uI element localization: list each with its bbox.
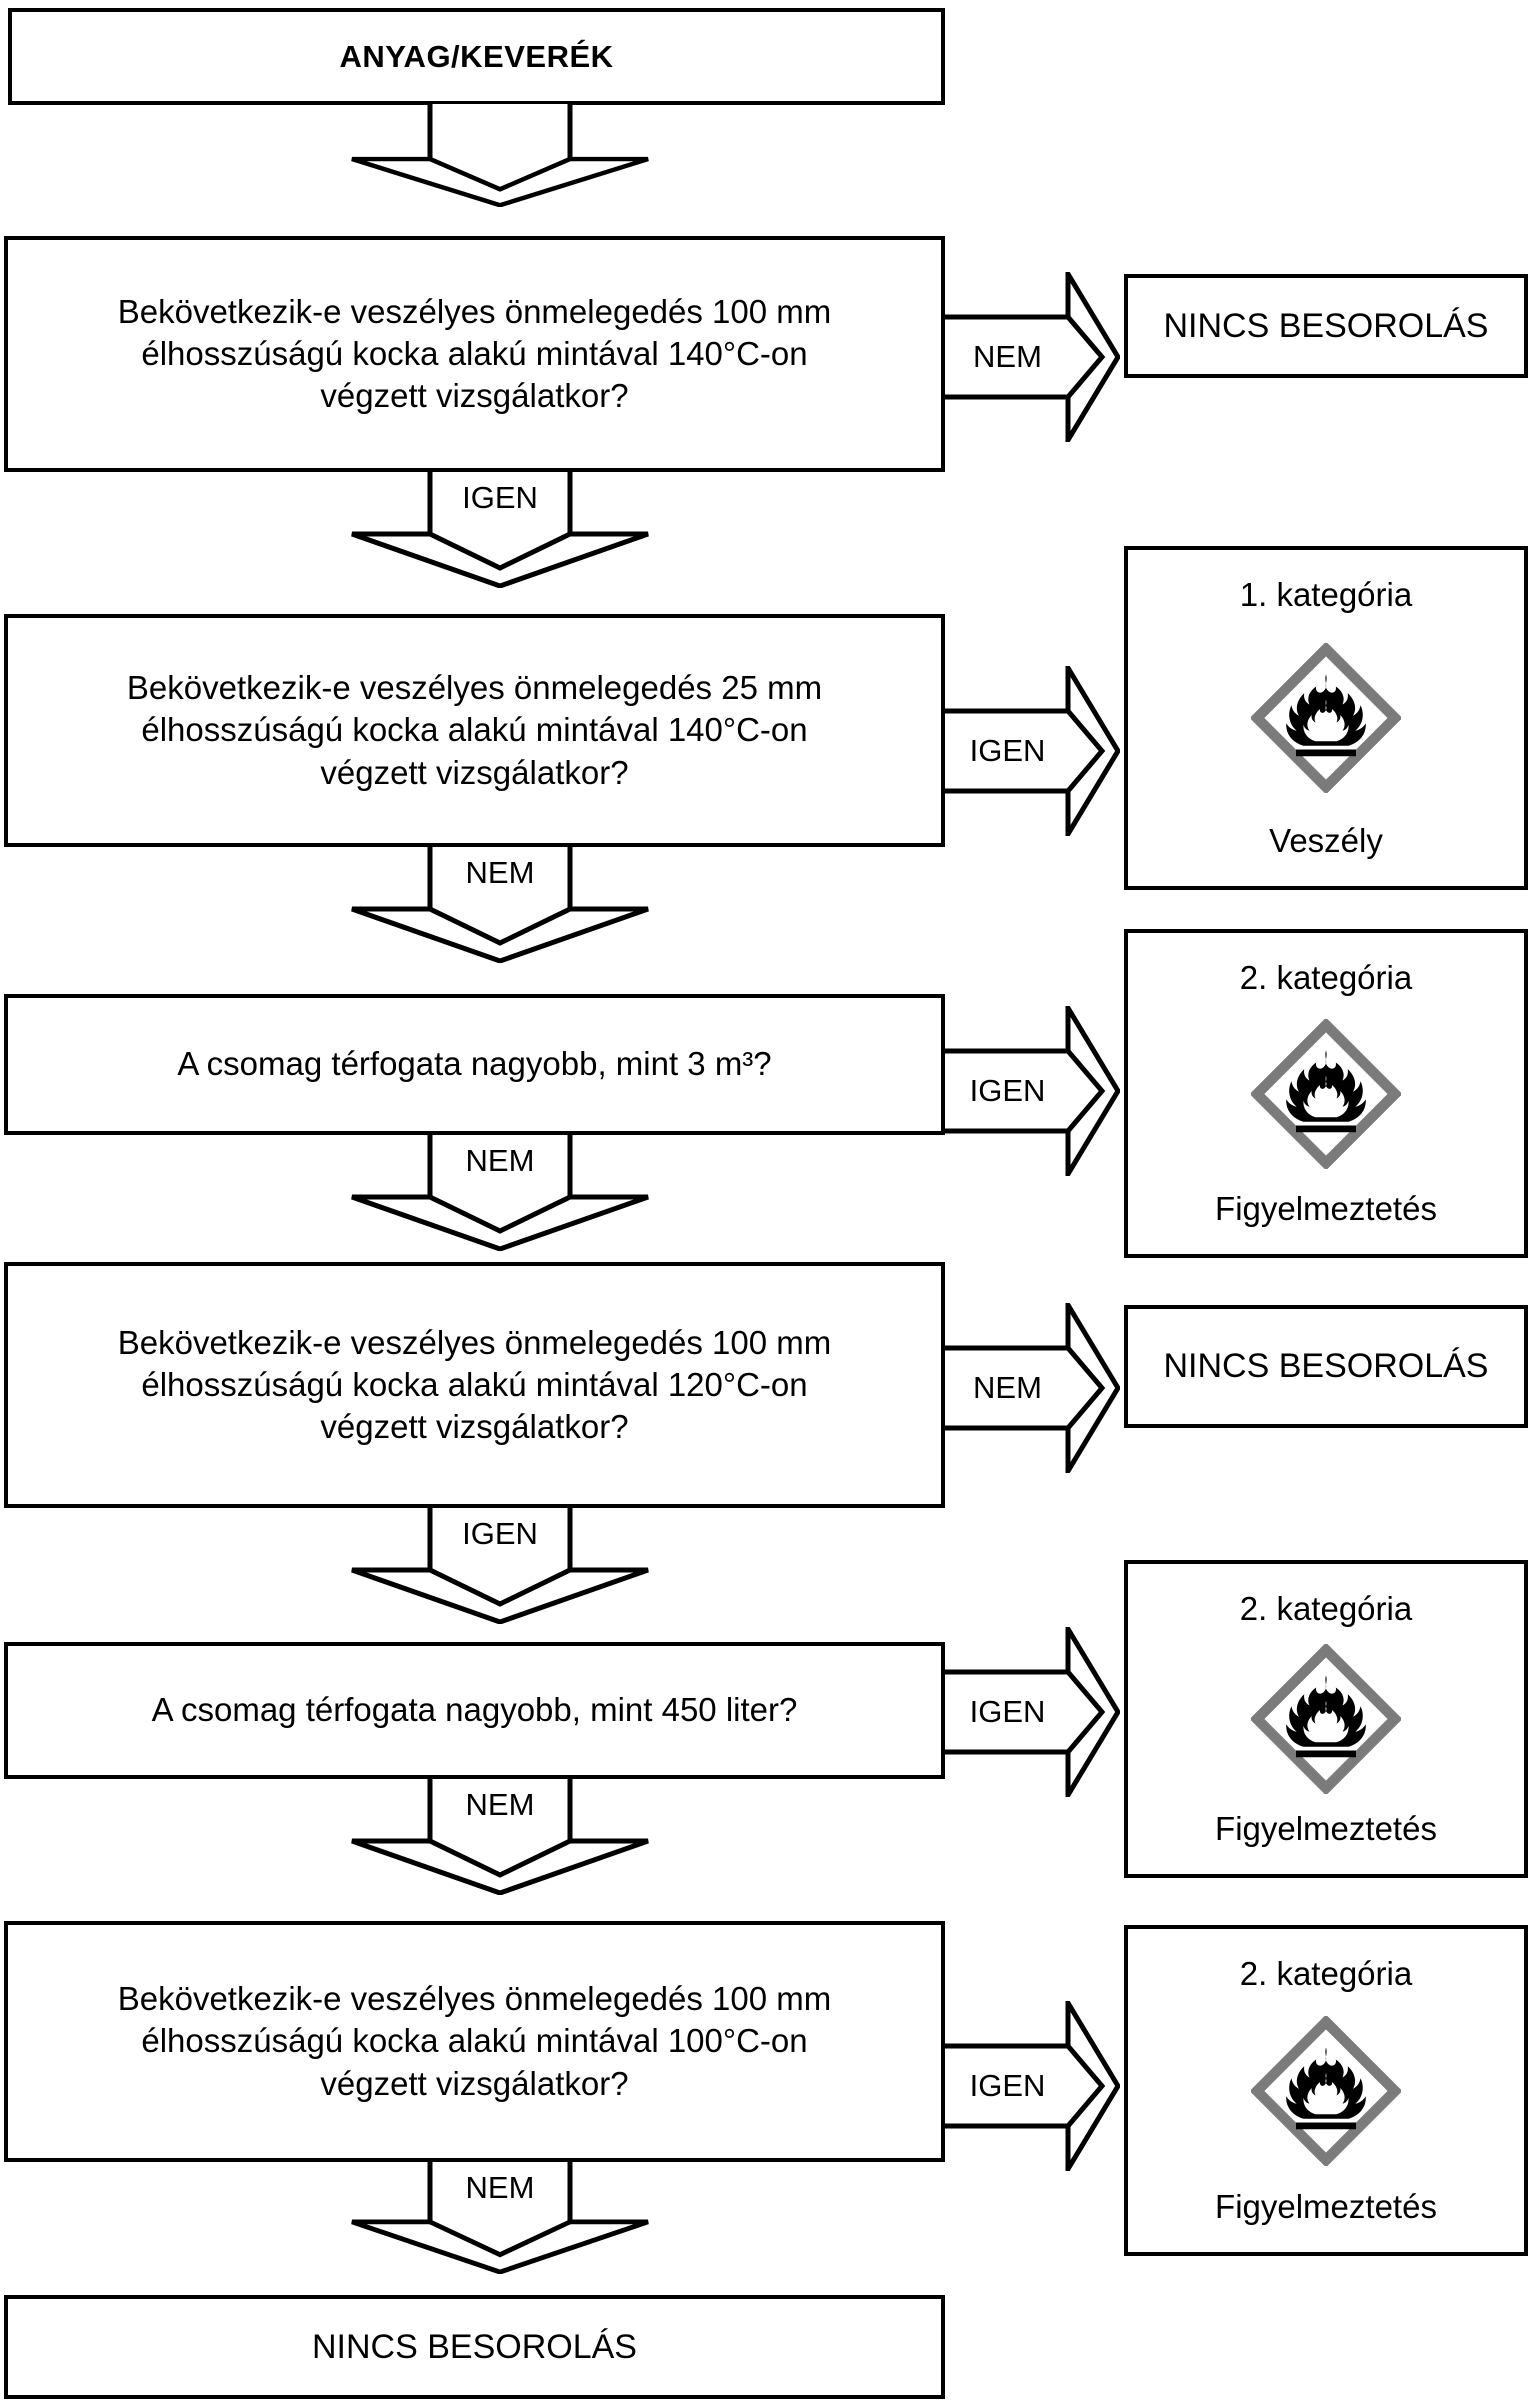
question-6-line-1: Bekövetkezik-e veszélyes önmelegedés 100 mm bbox=[117, 1980, 832, 2018]
question-2-line-3: végzett vizsgálatkor? bbox=[320, 753, 629, 791]
arrow-down-q5-no bbox=[350, 1779, 650, 1895]
arrow-down-start bbox=[350, 104, 650, 207]
category-2-second-title: 2. kategória bbox=[1239, 1590, 1413, 1627]
result-node-category-2-second bbox=[1124, 1560, 1528, 1878]
question-5-line-1: A csomag térfogata nagyobb, mint 450 liter? bbox=[151, 1691, 798, 1729]
arrow-down-q4-yes bbox=[350, 1508, 650, 1624]
question-1-text bbox=[118, 291, 832, 418]
flame-pictogram-icon bbox=[1251, 1019, 1401, 1169]
start-node bbox=[8, 8, 945, 105]
question-4-line-1: Bekövetkezik-e veszélyes önmelegedés 100 mm bbox=[117, 1323, 832, 1361]
connector-label-q1-yes: IGEN bbox=[462, 480, 538, 515]
arrow-right-q5-yes bbox=[945, 1627, 1120, 1797]
category-2-second-signal-word: Figyelmeztetés bbox=[1215, 1810, 1437, 1847]
connector-label-q4-no: NEM bbox=[973, 1370, 1042, 1405]
arrow-down-q6-no bbox=[350, 2162, 650, 2274]
result-node-category-2-first bbox=[1124, 929, 1528, 1258]
question-6-line-2: élhosszúságú kocka alakú mintával 100°C-on bbox=[141, 2022, 808, 2060]
no-classification-top-label: NINCS BESOROLÁS bbox=[1163, 306, 1489, 345]
arrow-down-q2-no bbox=[350, 847, 650, 963]
no-classification-mid-label: NINCS BESOROLÁS bbox=[1163, 1347, 1489, 1385]
result-node-category-2-third bbox=[1124, 1925, 1528, 2256]
connector-label-q1-no: NEM bbox=[973, 339, 1042, 374]
question-3-line-1: A csomag térfogata nagyobb, mint 3 m³? bbox=[177, 1045, 772, 1083]
arrow-right-q2-yes bbox=[945, 666, 1120, 836]
question-1-line-1: Bekövetkezik-e veszélyes önmelegedés 100 mm bbox=[117, 292, 832, 330]
category-2-first-signal-word: Figyelmeztetés bbox=[1215, 1190, 1437, 1227]
connector-label-q3-yes: IGEN bbox=[969, 1073, 1046, 1108]
question-2-line-1: Bekövetkezik-e veszélyes önmelegedés 25 mm bbox=[126, 669, 823, 707]
arrow-right-q3-yes bbox=[945, 1006, 1120, 1176]
arrow-right-q6-yes bbox=[945, 2001, 1120, 2171]
down-arrow-icon bbox=[350, 104, 650, 207]
connector-label-q2-yes: IGEN bbox=[969, 733, 1046, 768]
question-node-5 bbox=[4, 1642, 945, 1779]
category-2-third-title: 2. kategória bbox=[1239, 1955, 1413, 1992]
question-node-2 bbox=[4, 614, 945, 847]
question-node-3 bbox=[4, 994, 945, 1135]
question-node-4 bbox=[4, 1262, 945, 1508]
result-node-no-classification-final bbox=[4, 2295, 945, 2399]
question-1-line-3: végzett vizsgálatkor? bbox=[320, 377, 629, 415]
question-4-line-3: végzett vizsgálatkor? bbox=[320, 1408, 629, 1446]
question-5-text bbox=[152, 1689, 798, 1731]
question-2-line-2: élhosszúságú kocka alakú mintával 140°C-on bbox=[141, 711, 808, 749]
category-1-signal-word: Veszély bbox=[1269, 822, 1383, 859]
question-2-text bbox=[127, 667, 822, 794]
category-1-title: 1. kategória bbox=[1239, 576, 1413, 613]
question-4-text bbox=[118, 1322, 832, 1449]
question-6-line-3: végzett vizsgálatkor? bbox=[320, 2064, 629, 2102]
arrow-right-q1-no bbox=[945, 272, 1120, 442]
connector-label-q4-yes: IGEN bbox=[462, 1516, 538, 1551]
connector-label-q2-no: NEM bbox=[465, 855, 535, 890]
start-node-label: ANYAG/KEVERÉK bbox=[339, 38, 614, 74]
connector-label-q5-yes: IGEN bbox=[969, 1694, 1046, 1729]
flame-pictogram-icon bbox=[1251, 2016, 1401, 2166]
arrow-down-q1-yes bbox=[350, 472, 650, 588]
result-node-category-1 bbox=[1124, 546, 1528, 890]
connector-label-q3-no: NEM bbox=[465, 1143, 535, 1178]
arrow-down-q3-no bbox=[350, 1135, 650, 1251]
connector-label-q5-no: NEM bbox=[465, 1787, 535, 1822]
question-node-6 bbox=[4, 1921, 945, 2162]
result-node-no-classification-mid bbox=[1124, 1305, 1528, 1428]
category-2-third-signal-word: Figyelmeztetés bbox=[1215, 2188, 1437, 2225]
flame-pictogram-icon bbox=[1251, 1644, 1401, 1794]
arrow-right-q4-no bbox=[945, 1303, 1120, 1473]
category-2-first-title: 2. kategória bbox=[1239, 959, 1413, 996]
result-node-no-classification-top bbox=[1124, 274, 1528, 378]
question-3-text bbox=[177, 1043, 771, 1085]
connector-label-q6-no: NEM bbox=[465, 2170, 535, 2205]
connector-label-q6-yes: IGEN bbox=[969, 2068, 1046, 2103]
flame-pictogram-icon bbox=[1251, 643, 1401, 793]
question-6-text bbox=[118, 1978, 832, 2105]
question-node-1 bbox=[4, 236, 945, 472]
no-classification-final-label: NINCS BESOROLÁS bbox=[312, 2327, 637, 2366]
question-1-line-2: élhosszúságú kocka alakú mintával 140°C-on bbox=[141, 334, 808, 372]
question-4-line-2: élhosszúságú kocka alakú mintával 120°C-on bbox=[141, 1365, 808, 1403]
